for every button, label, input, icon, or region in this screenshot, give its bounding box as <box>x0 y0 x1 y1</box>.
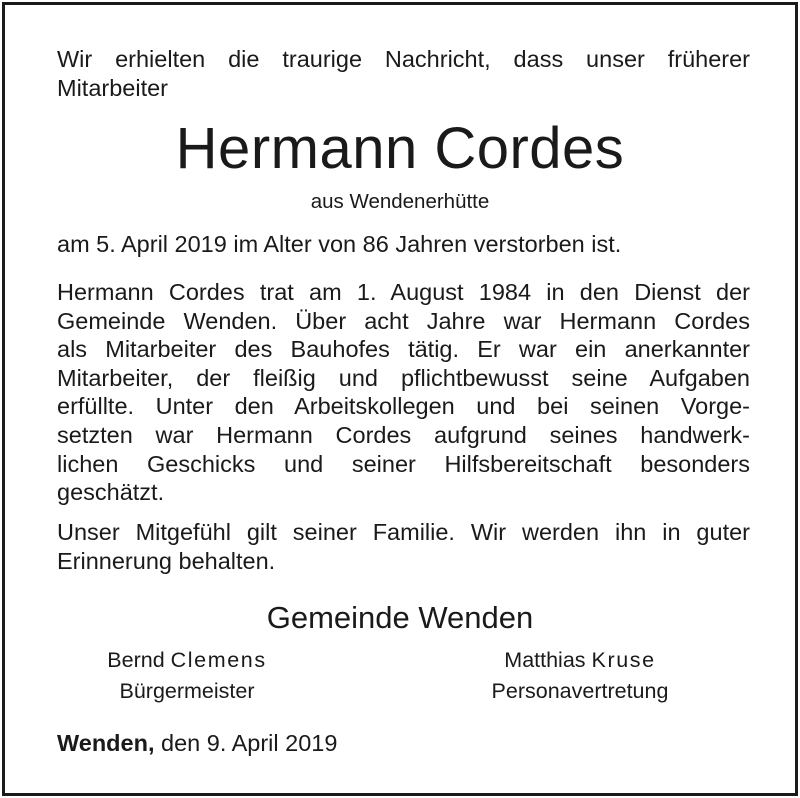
signatory-first-name: Bernd <box>107 648 165 672</box>
biography-line: setzten war Hermann Cordes aufgrund seines handwerk- <box>57 421 750 448</box>
signatory-role: Bürgermeister <box>119 679 255 703</box>
signatory-staff-rep <box>460 645 700 707</box>
biography-paragraph <box>57 278 750 507</box>
biography-line: geschätzt. <box>57 479 165 506</box>
biography-line: Mitarbeiter, der fleißig und pflichtbewusst seine Aufgaben <box>57 364 750 391</box>
biography-line: Hermann Cordes trat am 1. August 1984 in den Dienst der <box>57 279 750 305</box>
signatory-mayor <box>67 645 307 707</box>
date: den 9. April 2019 <box>161 730 338 756</box>
signatory-name <box>460 645 700 676</box>
intro-text <box>57 45 750 102</box>
intro-line: Wir erhielten die traurige Nachricht, dass unser früherer <box>57 46 750 72</box>
signatory-name <box>67 645 307 676</box>
obituary-notice <box>2 2 798 796</box>
signatory-last-name: Kruse <box>591 648 656 672</box>
organization-name: Gemeinde Wenden <box>266 600 534 635</box>
sympathy-line: Erinnerung behalten. <box>57 547 276 574</box>
sympathy-line: Unser Mitgefühl gilt seiner Familie. Wir werden ihn in guter <box>57 519 750 545</box>
biography-line: als Mitarbeiter des Bauhofes tätig. Er war ein anerkannter <box>57 336 750 363</box>
deceased-origin: aus Wendenerhütte <box>310 190 490 213</box>
place-date-line <box>57 728 337 758</box>
deceased-name: Hermann Cordes <box>175 116 625 181</box>
place: Wenden, <box>57 730 155 756</box>
death-statement: am 5. April 2019 im Alter von 86 Jahren verstorben ist. <box>57 231 622 257</box>
biography-line: erfüllte. Unter den Arbeitskollegen und bei seinen Vorge- <box>57 393 750 420</box>
signatory-first-name: Matthias <box>504 648 586 672</box>
intro-line: Mitarbeiter <box>57 74 169 101</box>
signatory-role: Personavertretung <box>491 679 669 703</box>
biography-line: Gemeinde Wenden. Über acht Jahre war Hermann Cordes <box>57 307 750 334</box>
biography-line: lichen Geschicks und seiner Hilfsbereitschaft besonders <box>57 450 750 477</box>
sympathy-paragraph <box>57 518 750 575</box>
signatory-last-name: Clemens <box>170 648 267 672</box>
